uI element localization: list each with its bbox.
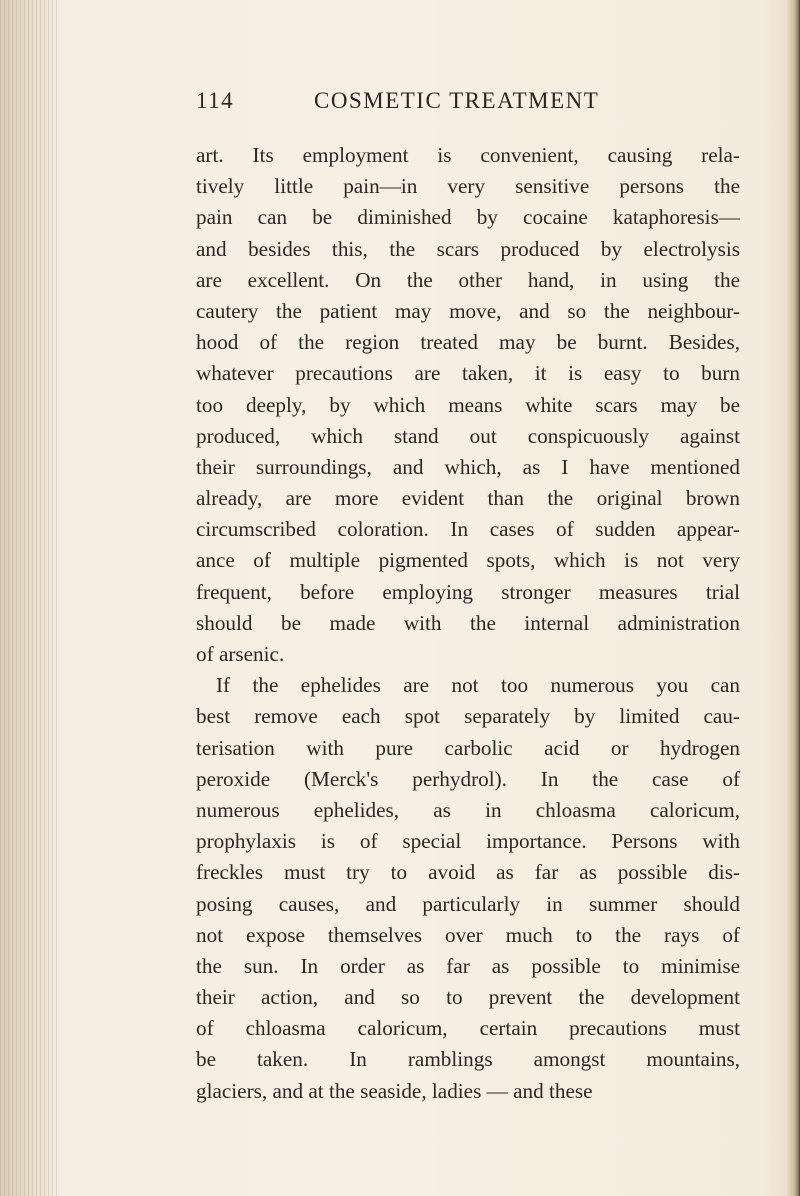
text-line: circumscribed coloration. In cases of sudden appear- (196, 517, 740, 542)
text-line: art. Its employment is convenient, causing rela- (196, 143, 740, 167)
text-line: the sun. In order as far as possible to minimise (196, 953, 740, 978)
text-line: are excellent. On the other hand, in using the (196, 267, 740, 292)
text-line: frequent, before employing stronger measures trial (196, 579, 740, 604)
text-line: already, are more evident than the original brown (196, 486, 740, 511)
text-line: best remove each spot separately by limited cau- (196, 704, 740, 729)
text-line: posing causes, and particularly in summer should (196, 891, 740, 916)
text-line: should be made with the internal administration (196, 610, 740, 635)
text-line: produced, which stand out conspicuously against (196, 423, 740, 448)
text-line: of arsenic. (196, 642, 285, 666)
page-header (196, 88, 636, 122)
text-line: freckles must try to avoid as far as possible dis- (196, 860, 740, 885)
book-gutter (0, 0, 58, 1196)
text-line: and besides this, the scars produced by electrolysis (196, 236, 740, 261)
paragraph-1 (196, 140, 740, 670)
body-text (196, 140, 740, 1107)
text-line: be taken. In ramblings amongst mountains, (196, 1047, 740, 1072)
text-line: tively little pain—in very sensitive persons the (196, 174, 740, 199)
text-line: their surroundings, and which, as I have mentioned (196, 454, 740, 479)
text-line: glaciers, and at the seaside, ladies — and these (196, 1078, 593, 1103)
text-line: peroxide (Merck's perhydrol). In the case of (196, 766, 740, 791)
text-line: If the ephelides are not too numerous you can (216, 673, 740, 698)
page-edge (786, 0, 800, 1196)
text-line: too deeply, by which means white scars may be (196, 392, 740, 417)
running-head: COSMETIC TREATMENT (314, 88, 600, 113)
text-line: their action, and so to prevent the development (196, 985, 740, 1010)
text-line: terisation with pure carbolic acid or hydrogen (196, 735, 740, 760)
text-line: not expose themselves over much to the rays of (196, 922, 740, 947)
paragraph-2 (196, 670, 740, 1107)
text-line: ance of multiple pigmented spots, which is not very (196, 548, 740, 573)
text-line: of chloasma caloricum, certain precautions must (196, 1016, 740, 1041)
text-line: cautery the patient may move, and so the neighbour- (196, 298, 740, 323)
text-line: prophylaxis is of special importance. Persons with (196, 829, 740, 854)
text-line: whatever precautions are taken, it is easy to burn (196, 361, 740, 386)
text-line: hood of the region treated may be burnt. Besides, (196, 330, 740, 355)
page-number: 114 (196, 88, 235, 113)
text-line: pain can be diminished by cocaine kataphoresis— (196, 205, 740, 230)
text-line: numerous ephelides, as in chloasma caloricum, (196, 797, 740, 822)
